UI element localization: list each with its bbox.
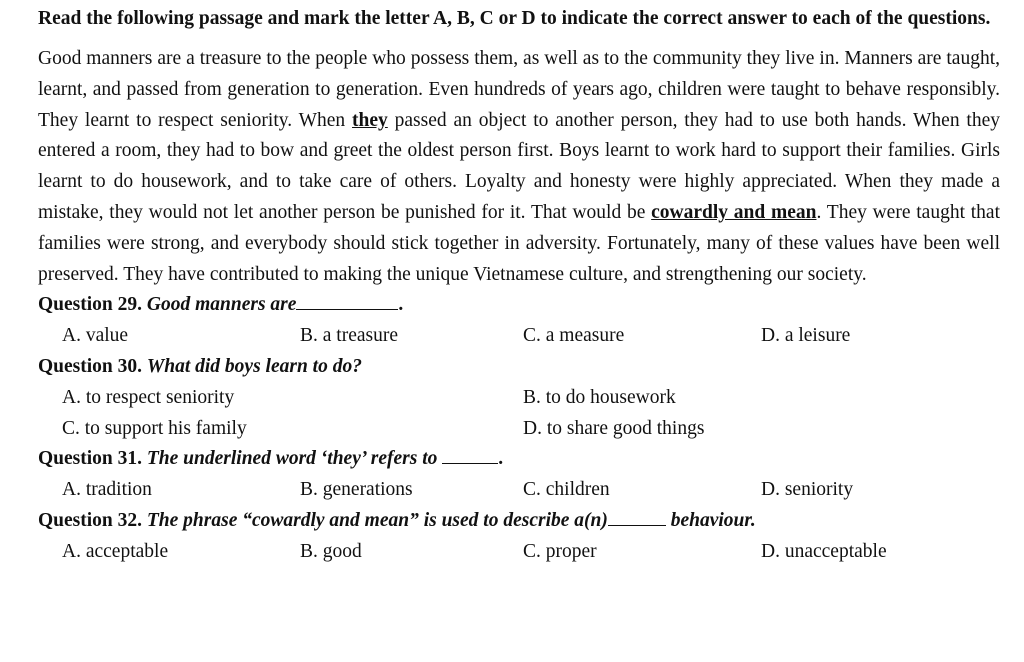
option-a[interactable]: A. acceptable — [62, 540, 169, 562]
exam-page — [38, 4, 1000, 568]
instruction-heading: Read the following passage and mark the letter A, B, C or D to indicate the correct answer to each of the questions. — [38, 8, 991, 29]
question-31 — [38, 444, 1000, 475]
underlined-phrase-cowardly-and-mean: cowardly and mean — [651, 201, 817, 223]
answer-blank — [296, 291, 398, 310]
question-number: Question 32. — [38, 509, 143, 531]
option-b[interactable]: B. good — [300, 540, 362, 562]
question-32-options — [38, 537, 1000, 568]
question-text: Good manners are — [146, 294, 297, 316]
option-b[interactable]: B. generations — [300, 479, 413, 501]
question-number: Question 31. — [38, 448, 143, 470]
question-number: Question 30. — [38, 355, 143, 377]
option-a[interactable]: A. tradition — [62, 479, 152, 501]
question-31-options — [38, 475, 1000, 506]
question-30-options-row-1 — [38, 383, 1000, 414]
underlined-word-they: they — [352, 109, 388, 131]
option-b[interactable]: B. to do housework — [523, 386, 676, 408]
option-d[interactable]: D. a leisure — [761, 325, 851, 347]
option-c[interactable]: C. proper — [523, 540, 597, 562]
question-32 — [38, 506, 1000, 537]
reading-passage — [38, 44, 1000, 290]
question-30-options-row-2 — [38, 414, 1000, 445]
question-punctuation: . — [498, 448, 504, 470]
option-c[interactable]: C. a measure — [523, 325, 625, 347]
option-d[interactable]: D. to share good things — [523, 417, 705, 439]
option-a[interactable]: A. to respect seniority — [62, 386, 235, 408]
question-number: Question 29. — [38, 294, 143, 316]
option-c[interactable]: C. to support his family — [62, 417, 247, 439]
option-d[interactable]: D. unacceptable — [761, 540, 887, 562]
question-text: The phrase “cowardly and mean” is used to describe a(n) — [146, 509, 608, 531]
option-a[interactable]: A. value — [62, 325, 129, 347]
question-text: The underlined word ‘they’ refers to — [146, 448, 438, 470]
question-text-suffix: behaviour. — [665, 509, 756, 531]
passage-text-3: . They were taught that families were strong, and everybody should stick together in adversity. Fortunately, many of these values have been well preserved. They have contributed to making the unique Vietnamese culture, and strengthening our society. — [38, 201, 1000, 285]
passage-text-2: passed an object to another person, they had to use both hands. When they entered a room, they had to bow and greet the oldest person first. Boys learnt to work hard to support their families. Girls learnt to do housework, and to take care of others. Loyalty and honesty were highly appreciated. When they made a mistake, they would not let another person be punished for it. That would be — [38, 109, 1000, 223]
option-c[interactable]: C. children — [523, 479, 610, 501]
option-b[interactable]: B. a treasure — [300, 325, 398, 347]
question-29-options — [38, 321, 1000, 352]
passage-text-1: Good manners are a treasure to the people who possess them, as well as to the community they live in. Manners are taught, learnt, and passed from generation to generation. Even hundreds of years ago, children were taught to behave responsibly. They learnt to respect seniority. When — [38, 48, 1000, 131]
question-text: What did boys learn to do? — [146, 355, 362, 377]
question-29 — [38, 290, 1000, 321]
answer-blank — [608, 507, 666, 526]
question-punctuation: . — [398, 294, 404, 316]
answer-blank — [442, 445, 498, 464]
question-30 — [38, 352, 1000, 383]
option-d[interactable]: D. seniority — [761, 479, 854, 501]
